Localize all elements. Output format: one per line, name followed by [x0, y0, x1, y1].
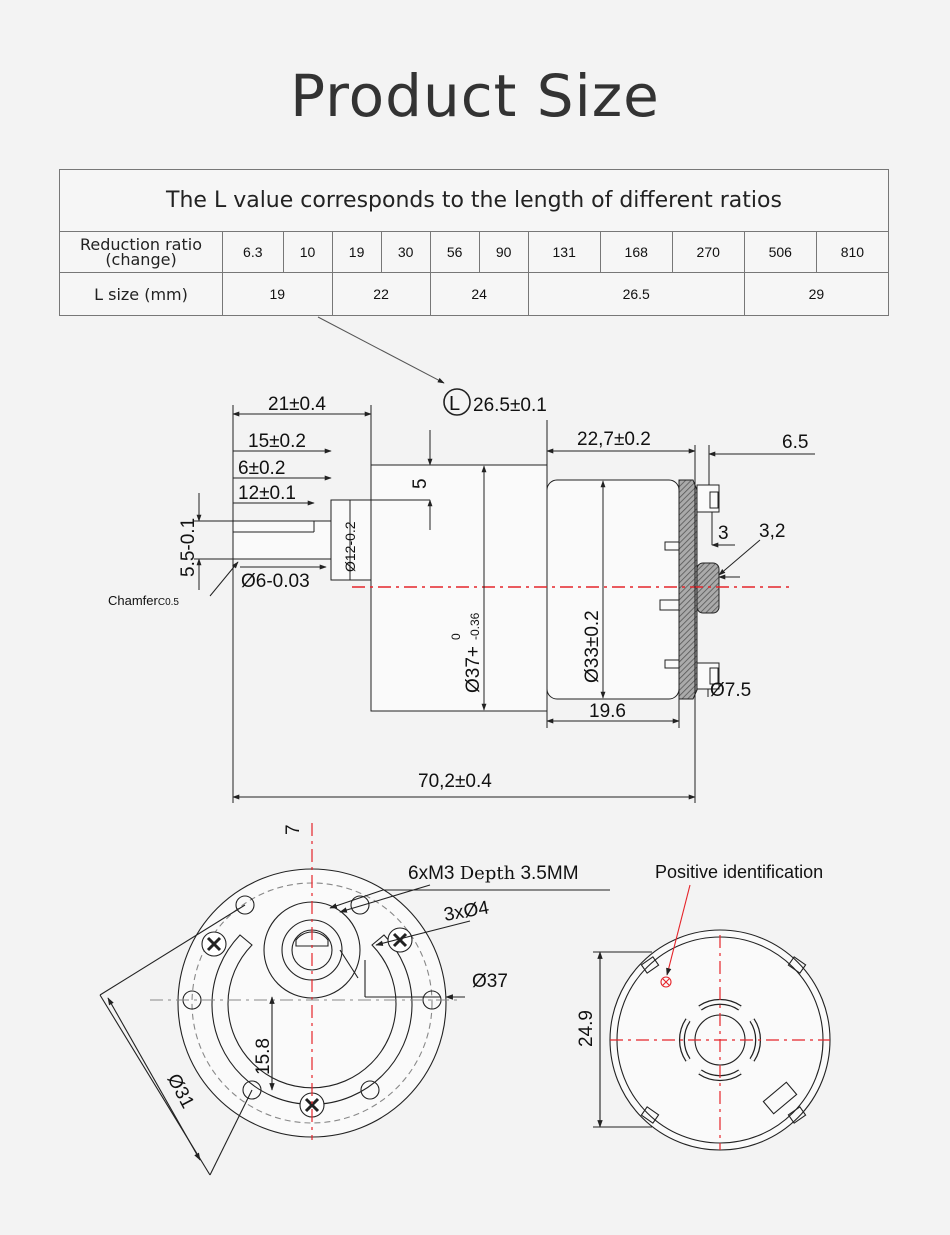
ratio-cell: 270: [672, 232, 744, 273]
dim-outer-dia: Ø37: [472, 971, 508, 992]
dim-6-5: 6.5: [782, 432, 809, 453]
chamfer-label: ChamferC0.5: [108, 593, 179, 608]
dim-7: 7: [283, 824, 304, 835]
dim-3-2: 3,2: [759, 521, 786, 542]
dim-5-5: 5.5-0.1: [178, 517, 199, 577]
size-cell: 22: [332, 273, 430, 316]
dim-body-upper: 0: [449, 633, 463, 640]
ratio-cell: 131: [528, 232, 600, 273]
dim-31: Ø31: [162, 1070, 198, 1113]
dim-12: 12±0.1: [238, 483, 296, 504]
dim-24-9: 24.9: [576, 1010, 597, 1047]
rear-view: [593, 885, 830, 1150]
gearbox-body: [371, 465, 547, 711]
dim-boss-dia: Ø12-0.2: [342, 521, 358, 572]
dim-L-value: 26.5±0.1: [473, 395, 547, 416]
ratio-cell: 6.3: [223, 232, 284, 273]
screw-right: [388, 928, 412, 952]
dim-3: 3: [718, 523, 729, 544]
positive-label: Positive identification: [655, 862, 824, 882]
ratio-header-line1: Reduction ratio: [80, 235, 202, 254]
dim-19-6: 19.6: [589, 701, 626, 722]
dim-term-dia: Ø7.5: [710, 680, 752, 701]
side-view: [194, 317, 815, 803]
output-shaft: [233, 521, 331, 559]
dim-22-7: 22,7±0.2: [577, 429, 651, 450]
ratio-cell: 810: [816, 232, 888, 273]
dim-21: 21±0.4: [268, 394, 326, 415]
size-cell: 29: [744, 273, 888, 316]
page-title: Product Size: [290, 62, 660, 130]
dim-15: 15±0.2: [248, 431, 306, 452]
ratio-cell: 506: [744, 232, 816, 273]
dim-15-8: 15.8: [253, 1038, 274, 1075]
table-caption: The L value corresponds to the length of different ratios: [60, 170, 889, 232]
ratio-cell: 168: [600, 232, 672, 273]
dim-5: 5: [410, 478, 431, 489]
ratio-cell: 10: [283, 232, 332, 273]
size-cell: 24: [430, 273, 528, 316]
dim-holes: 3xØ4: [442, 897, 491, 926]
dim-total: 70,2±0.4: [418, 771, 492, 792]
dim-shaft-dia: Ø6-0.03: [241, 571, 310, 592]
dim-body-lower: -0.36: [468, 612, 482, 640]
ratio-cell: 56: [430, 232, 479, 273]
size-cell: 26.5: [528, 273, 744, 316]
ratio-cell: 30: [381, 232, 430, 273]
dim-body-dia: Ø37+: [463, 645, 484, 693]
L-marker: L: [449, 393, 461, 415]
rear-boss: [697, 563, 719, 613]
dim-motor-dia: Ø33±0.2: [582, 610, 603, 683]
end-cap: [679, 480, 697, 699]
dim-6: 6±0.2: [238, 458, 286, 479]
ratio-cell: 90: [479, 232, 528, 273]
ratio-cell: 19: [332, 232, 381, 273]
ratio-header-line2: (change): [105, 250, 177, 269]
size-header: L size (mm): [60, 273, 223, 316]
screw-label: 6xM3 Depth 3.5MM: [408, 863, 579, 884]
motor-body: [547, 480, 679, 699]
size-cell: 19: [223, 273, 333, 316]
screw-left: [202, 932, 226, 956]
